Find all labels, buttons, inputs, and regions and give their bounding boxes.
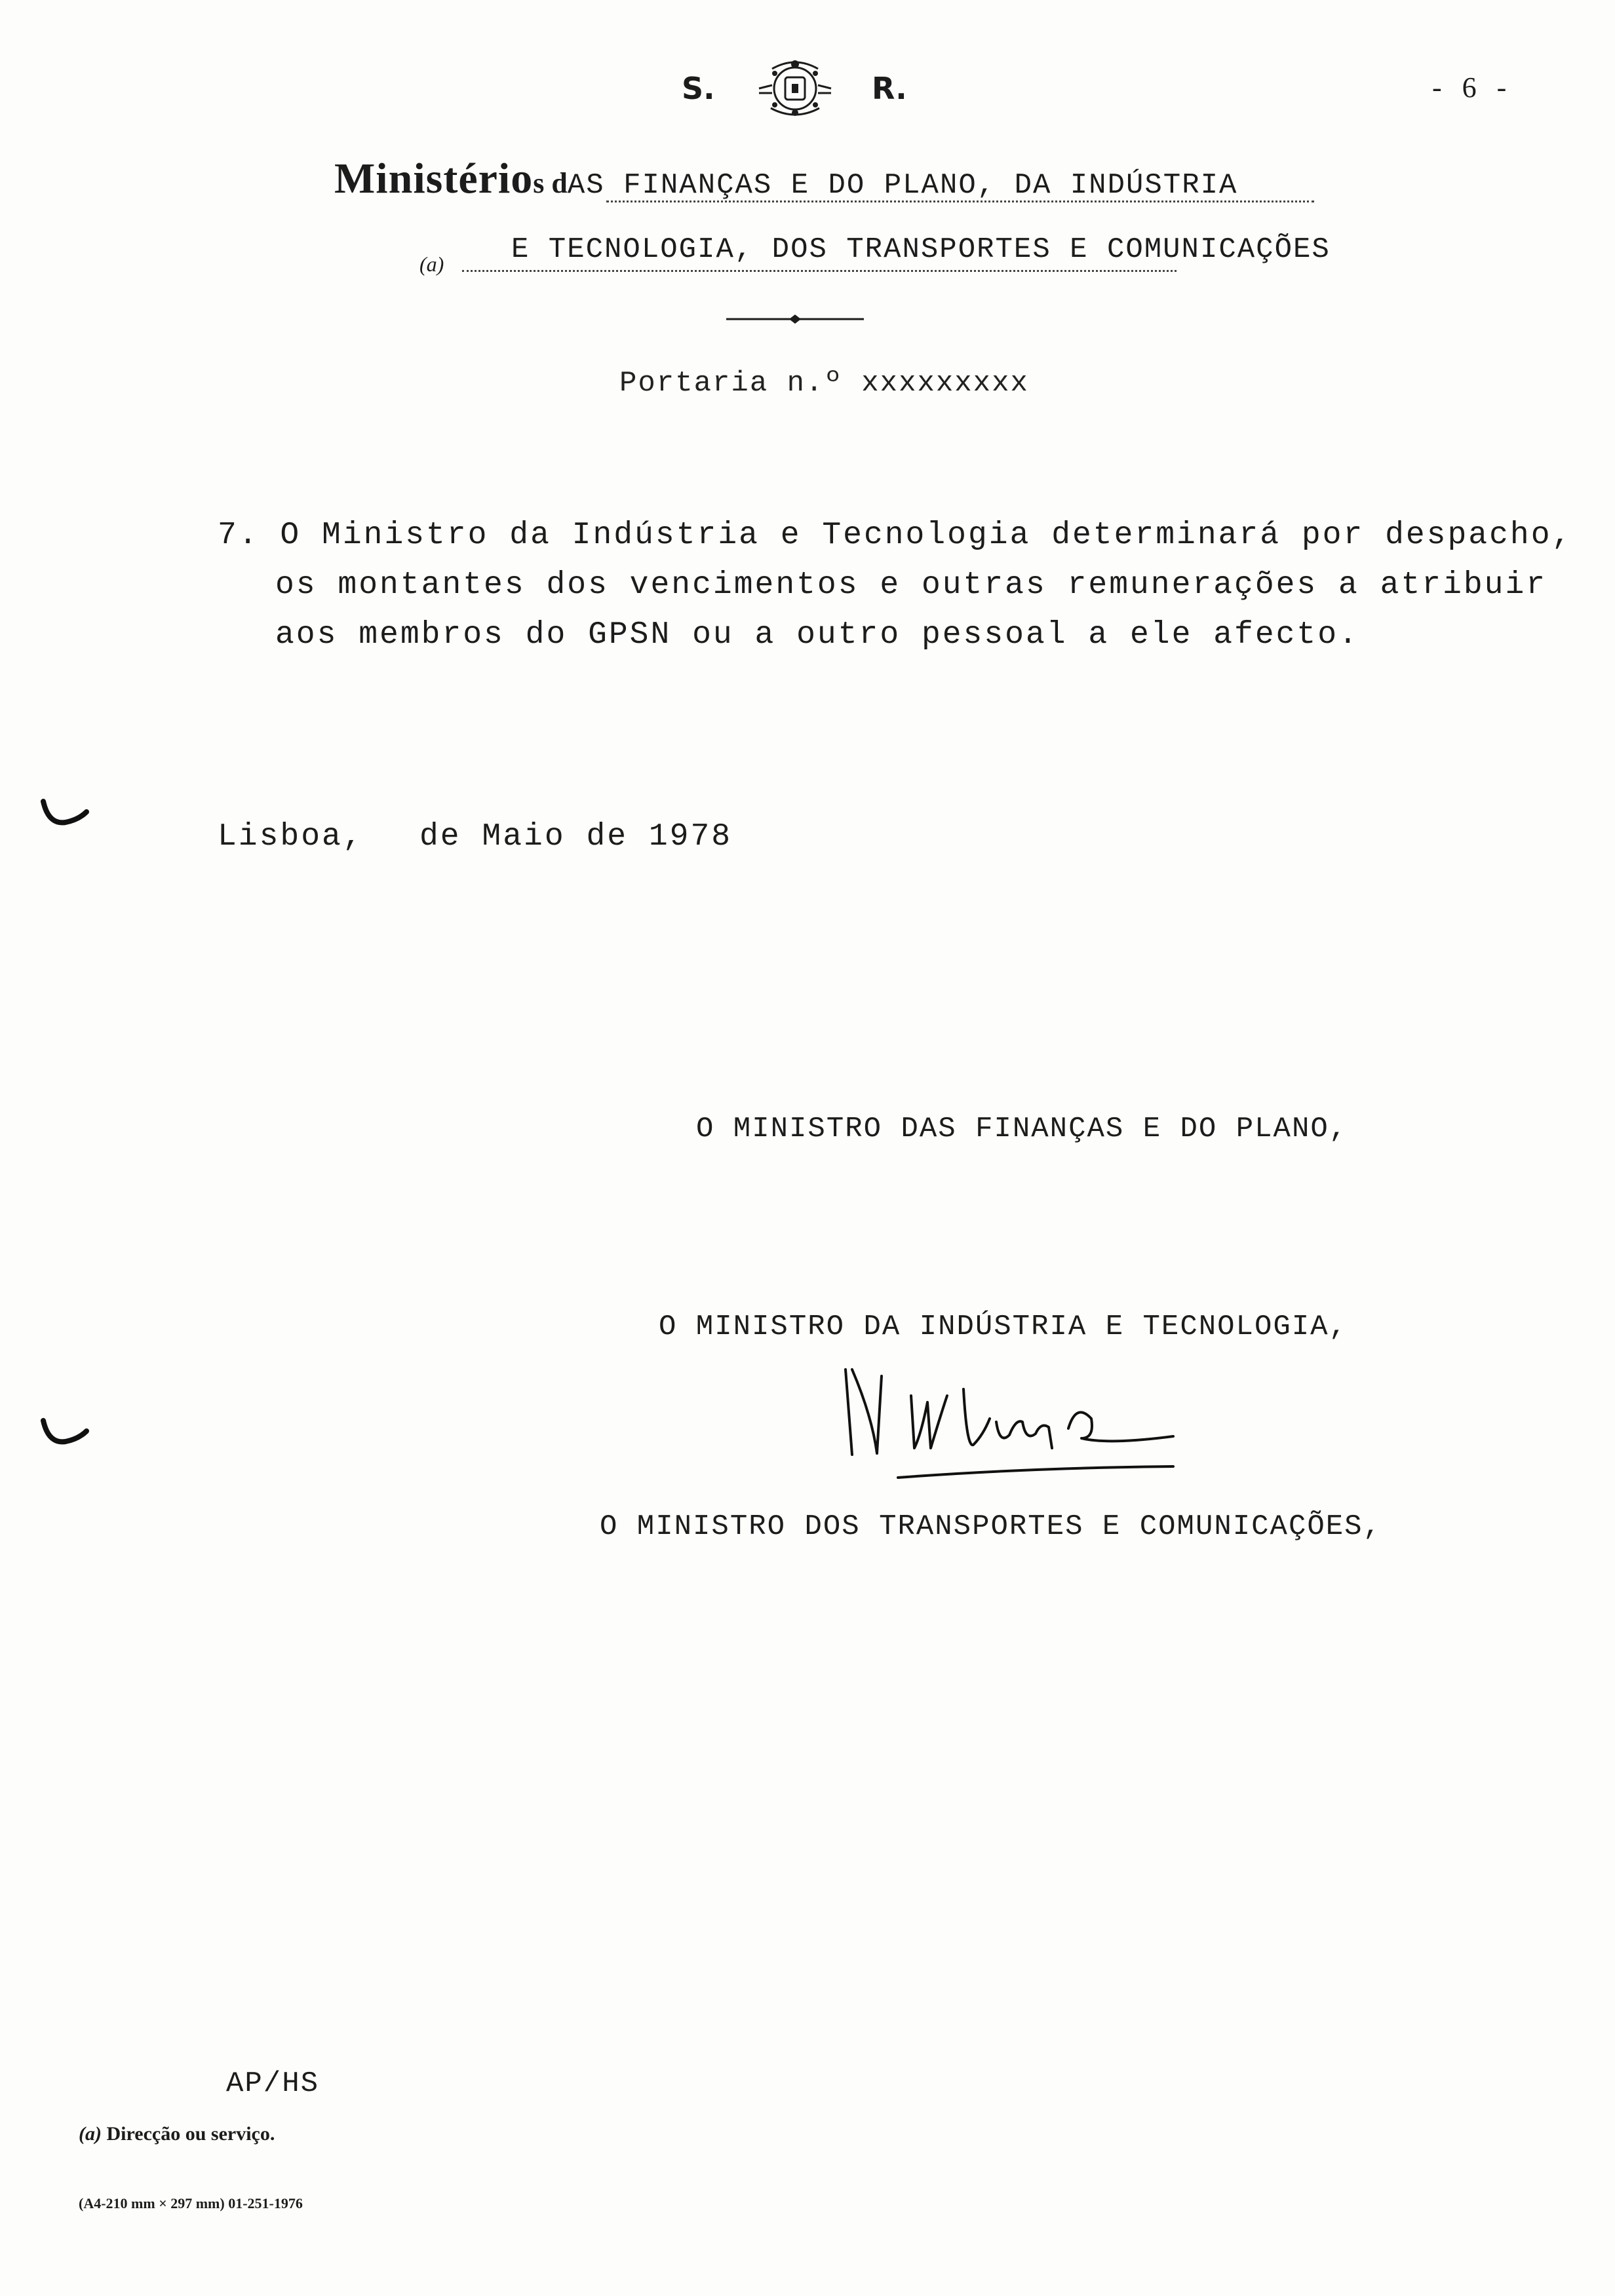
signatory-industry: O MINISTRO DA INDÚSTRIA E TECNOLOGIA, (659, 1311, 1348, 1343)
ministry-prefix: s d (533, 167, 568, 199)
portaria-number: Portaria n.º xxxxxxxxx (619, 367, 1029, 400)
dotted-rule-2 (462, 270, 1177, 272)
seal-letter-r: R. (872, 71, 907, 106)
footnote-marker: (a) (79, 2123, 102, 2145)
ministry-word: Ministério (334, 155, 534, 202)
ministry-line-2: E TECNOLOGIA, DOS TRANSPORTES E COMUNICAÇÕES (511, 233, 1331, 266)
footnote (79, 2123, 275, 2145)
ministry-heading (334, 154, 1237, 204)
coat-of-arms-icon (746, 52, 844, 124)
paragraph-line: aos membros do GPSN ou a outro pessoal a ele afecto. (275, 617, 1359, 653)
closing-date: de Maio de 1978 (419, 819, 733, 854)
binding-mark-icon (39, 1415, 92, 1455)
paragraph-line: os montantes dos vencimentos e outras remunerações a atribuir (275, 567, 1547, 603)
ministry-line-1: AS FINANÇAS E DO PLANO, DA INDÚSTRIA (567, 169, 1238, 202)
signatory-finance: O MINISTRO DAS FINANÇAS E DO PLANO, (696, 1113, 1348, 1145)
handwritten-signature-icon (832, 1356, 1239, 1481)
ornament-divider-icon (726, 315, 864, 324)
form-code: (A4-210 mm × 297 mm) 01-251-1976 (79, 2195, 303, 2211)
signatory-transport: O MINISTRO DOS TRANSPORTES E COMUNICAÇÕES, (600, 1510, 1382, 1543)
header-seal (682, 52, 931, 124)
closing-place: Lisboa, (218, 819, 364, 854)
typist-initials: AP/HS (226, 2067, 320, 2100)
direction-marker: (a) (419, 252, 444, 276)
binding-mark-icon (39, 796, 92, 835)
page-number: - 6 - (1432, 71, 1513, 104)
seal-letter-s: S. (682, 71, 715, 106)
paragraph-line: 7. O Ministro da Indústria e Tecnologia determinará por despacho, (218, 518, 1573, 553)
dotted-rule-1 (606, 201, 1314, 202)
footnote-text: Direcção ou serviço. (106, 2123, 275, 2145)
